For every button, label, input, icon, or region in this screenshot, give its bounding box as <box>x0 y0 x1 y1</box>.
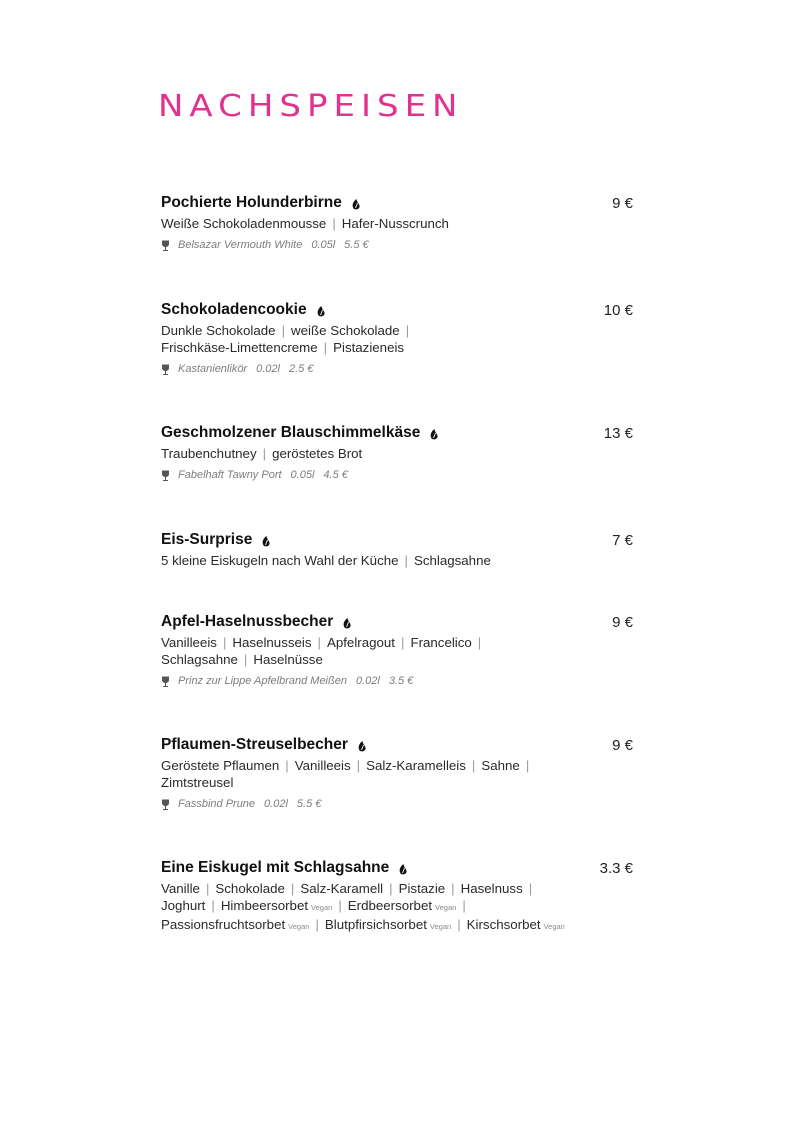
drink-pairing <box>161 239 633 251</box>
page-title: NACHSPEISEN <box>158 88 464 124</box>
item-price: 7 € <box>612 531 633 549</box>
leaf-icon <box>351 197 363 209</box>
pairing-drink: Belsazar Vermouth White <box>178 239 303 251</box>
leaf-icon <box>261 534 273 546</box>
pairing-amount: 0.05l <box>311 239 336 251</box>
item-description: Vanille | Schokolade | Salz-Karamell | Pistazie | Haselnuss | Joghurt | Himbeersorbet Vegan | Erdbeersorbet Vegan | Passionsfruchtsorbet Vegan | Blutpfirsichsorbet Vegan | Kirschsorbet Vegan <box>161 881 565 932</box>
drink-pairing <box>161 675 633 687</box>
item-price: 9 € <box>612 194 633 212</box>
item-name: Eis-Surprise <box>161 531 253 548</box>
item-description: 5 kleine Eiskugeln nach Wahl der Küche | Schlagsahne <box>161 553 491 568</box>
leaf-icon <box>342 616 354 628</box>
pairing-drink: Fassbind Prune <box>178 798 256 810</box>
pairing-amount: 0.02l <box>355 675 380 687</box>
drink-pairing <box>161 798 633 810</box>
item-description: Vanilleeis | Haselnusseis | Apfelragout | Francelico | Schlagsahne | Haselnüsse <box>161 635 482 667</box>
item-price: 9 € <box>612 736 633 754</box>
pairing-price: 5.5 € <box>296 798 322 810</box>
item-description: Weiße Schokoladenmousse | Hafer-Nusscrunch <box>161 216 449 231</box>
leaf-icon <box>316 304 328 316</box>
menu-item <box>161 193 633 251</box>
vegan-tag: Vegan <box>435 903 457 912</box>
item-price: 10 € <box>603 301 633 319</box>
item-description: Dunkle Schokolade | weiße Schokolade | Frischkäse-Limettencreme | Pistazieneis <box>161 323 410 355</box>
wine-glass-icon <box>161 364 170 375</box>
menu-item <box>161 300 633 375</box>
drink-pairing <box>161 469 633 481</box>
wine-glass-icon <box>161 799 170 810</box>
menu-item <box>161 735 633 810</box>
leaf-icon <box>357 739 369 751</box>
wine-glass-icon <box>161 240 170 251</box>
vegan-tag: Vegan <box>543 922 565 931</box>
drink-pairing <box>161 363 633 375</box>
pairing-amount: 0.02l <box>256 363 280 375</box>
item-name: Geschmolzener Blauschimmelkäse <box>161 424 421 441</box>
menu-item <box>161 858 633 935</box>
item-description: Traubenchutney | geröstetes Brot <box>161 446 363 461</box>
pairing-price: 2.5 € <box>288 363 314 375</box>
pairing-price: 3.5 € <box>388 675 414 687</box>
item-price: 3.3 € <box>599 859 633 877</box>
pairing-drink: Prinz zur Lippe Apfelbrand Meißen <box>178 675 347 687</box>
pairing-amount: 0.05l <box>290 469 315 481</box>
item-name: Pochierte Holunderbirne <box>161 194 342 211</box>
item-name: Schokoladencookie <box>161 301 307 318</box>
vegan-tag: Vegan <box>311 903 333 912</box>
vegan-tag: Vegan <box>288 922 310 931</box>
pairing-amount: 0.02l <box>264 798 288 810</box>
pairing-drink: Fabelhaft Tawny Port <box>178 469 282 481</box>
item-price: 9 € <box>612 613 633 631</box>
menu-item <box>161 423 633 481</box>
item-description: Geröstete Pflaumen | Vanilleeis | Salz-Karamelleis | Sahne | Zimtstreusel <box>161 758 530 790</box>
leaf-icon <box>398 862 410 874</box>
menu-item <box>161 530 633 569</box>
wine-glass-icon <box>161 676 170 687</box>
leaf-icon <box>429 427 441 439</box>
wine-glass-icon <box>161 470 170 481</box>
menu-item <box>161 612 633 687</box>
pairing-price: 5.5 € <box>344 239 369 251</box>
vegan-tag: Vegan <box>429 922 452 931</box>
item-price: 13 € <box>603 424 633 442</box>
item-name: Pflaumen-Streuselbecher <box>161 736 348 753</box>
pairing-drink: Kastanienlikör <box>178 363 248 375</box>
item-name: Apfel-Haselnussbecher <box>161 613 334 630</box>
item-name: Eine Eiskugel mit Schlagsahne <box>161 859 390 876</box>
pairing-price: 4.5 € <box>323 469 348 481</box>
